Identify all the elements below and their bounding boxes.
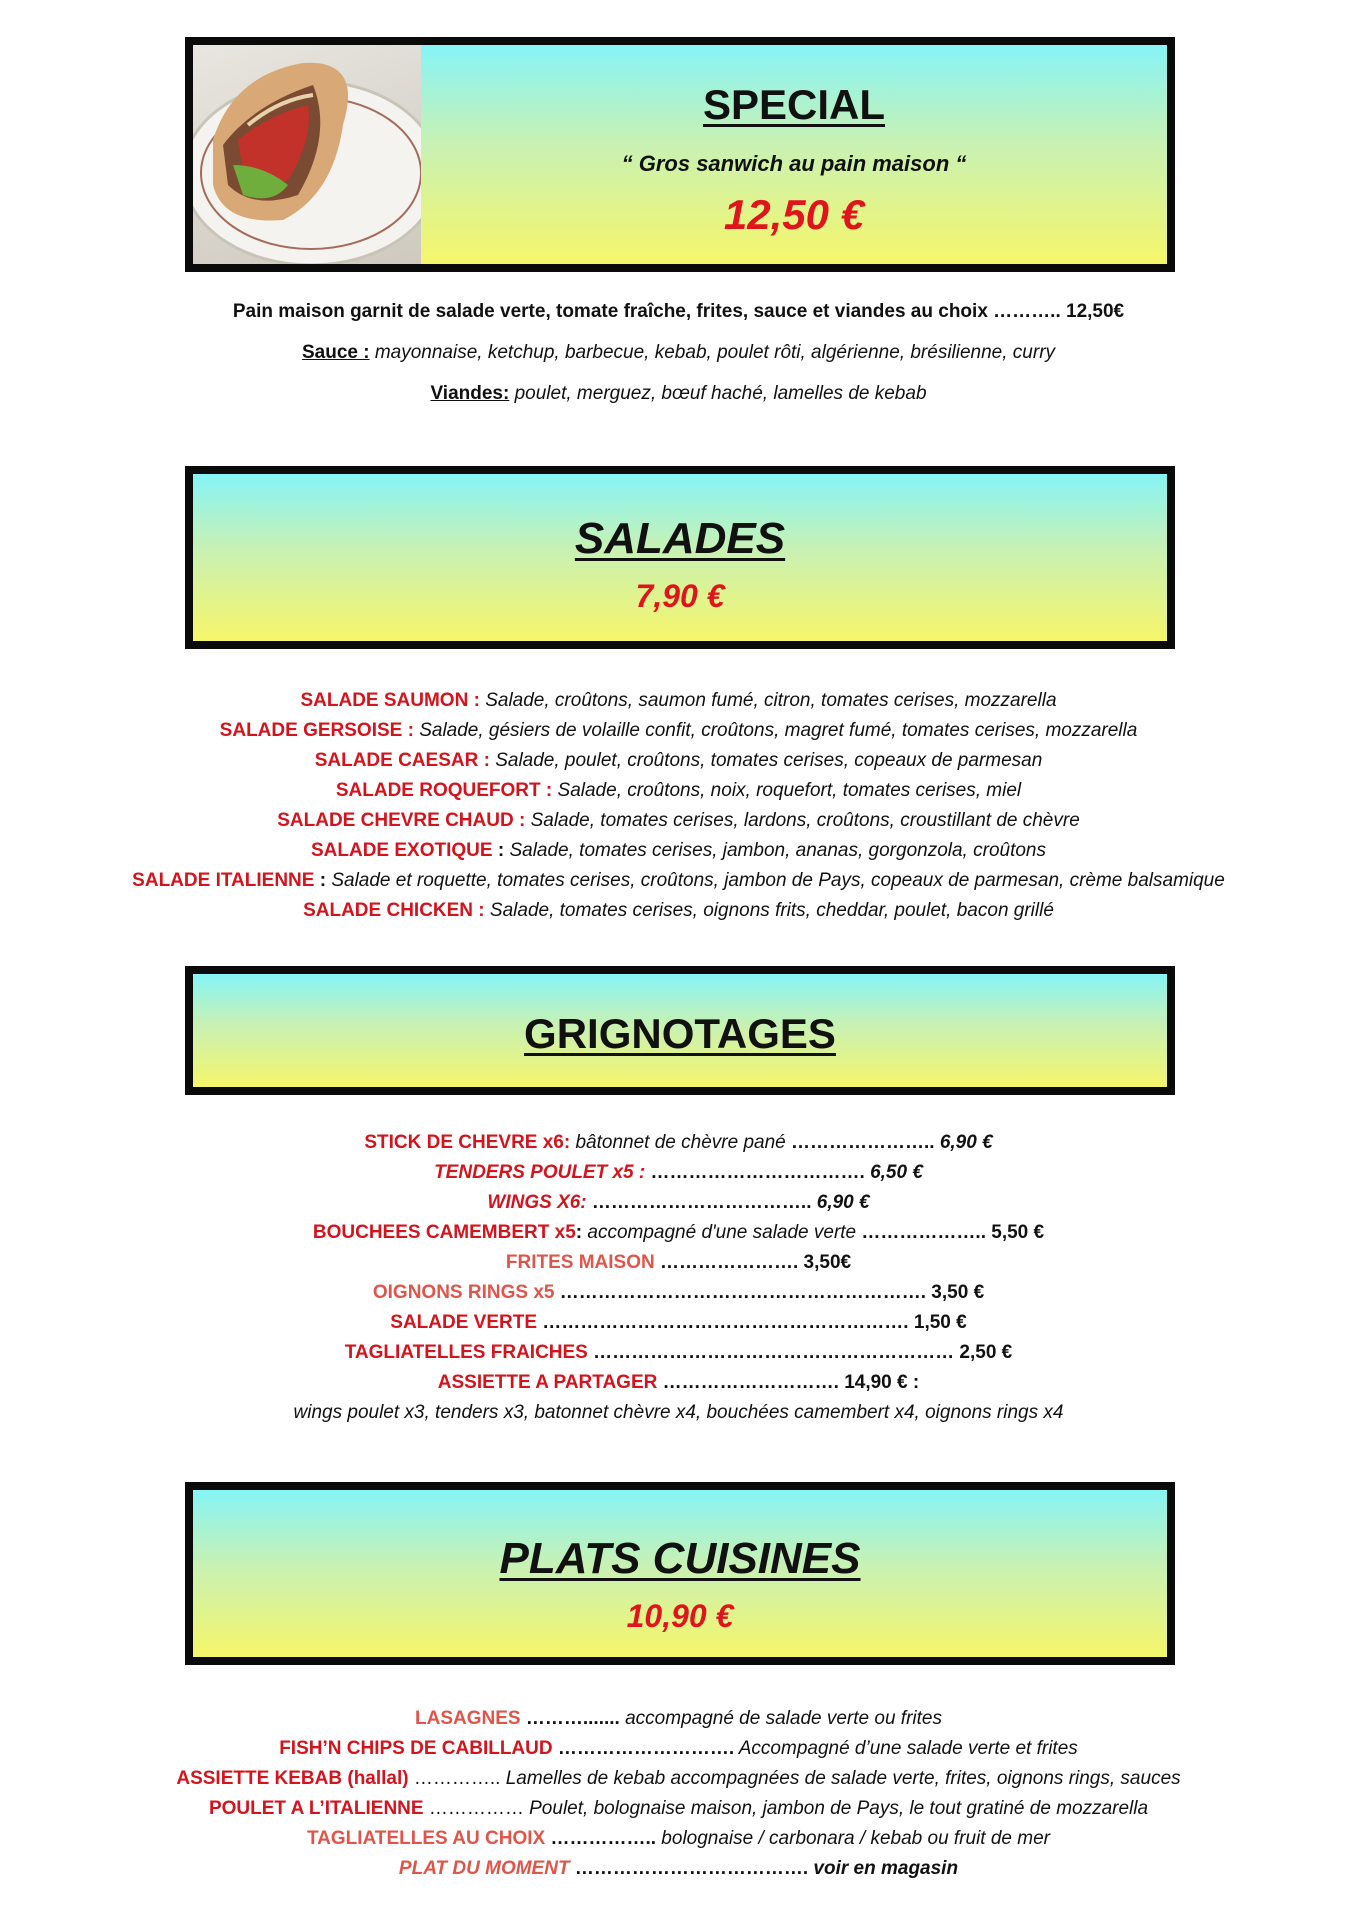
salade-item: SALADE GERSOISE : Salade, gésiers de volaille confit, croûtons, magret fumé, tomates cerises, mozzarella xyxy=(219,720,1138,741)
plat-item: ASSIETTE KEBAB (hallal) ………….. Lamelles de kebab accompagnées de salade verte, frites, oignons rings, sauces xyxy=(176,1768,1181,1789)
plat-item: FISH’N CHIPS DE CABILLAUD ………………………. Accompagné d’une salade verte et frites xyxy=(279,1738,1078,1759)
salade-item: SALADE CAESAR : Salade, poulet, croûtons, tomates cerises, copeaux de parmesan xyxy=(314,750,1043,771)
grignotages-banner xyxy=(185,966,1175,1095)
plats-banner xyxy=(185,1482,1175,1665)
salade-item: SALADE SAUMON : Salade, croûtons, saumon fumé, citron, tomates cerises, mozzarella xyxy=(300,690,1057,711)
salades-title: SALADES xyxy=(574,514,786,563)
salades-price: 7,90 € xyxy=(635,578,725,614)
salade-item: SALADE CHICKEN : Salade, tomates cerises, oignons frits, cheddar, poulet, bacon grillé xyxy=(303,900,1054,921)
grignotage-item: TAGLIATELLES FRAICHES ………………………………………………… 2,50 € xyxy=(344,1342,1013,1363)
special-price: 12,50 € xyxy=(723,191,865,238)
plat-item: PLAT DU MOMENT ………………………………. voir en magasin xyxy=(398,1858,959,1879)
grignotages-title: GRIGNOTAGES xyxy=(524,1010,836,1057)
grignotage-item: TENDERS POULET x5 : ……………………………. 6,50 € xyxy=(434,1162,923,1183)
salades-banner xyxy=(185,466,1175,649)
grignotage-item: STICK DE CHEVRE x6: bâtonnet de chèvre pané ………………….. 6,90 € xyxy=(364,1132,993,1153)
special-viandes: Viandes: poulet, merguez, bœuf haché, lamelles de kebab xyxy=(430,383,927,404)
sandwich-photo xyxy=(193,45,421,264)
plats-title: PLATS CUISINES xyxy=(499,1534,861,1583)
plat-item: LASAGNES ………....... accompagné de salade verte ou frites xyxy=(415,1708,942,1729)
special-sauces: Sauce : mayonnaise, ketchup, barbecue, kebab, poulet rôti, algérienne, brésilienne, curry xyxy=(301,342,1056,363)
special-title: SPECIAL xyxy=(702,81,886,128)
grignotage-item: BOUCHEES CAMEMBERT x5: accompagné d'une salade verte ……………….. 5,50 € xyxy=(312,1222,1045,1243)
plats-price: 10,90 € xyxy=(626,1598,734,1634)
plat-item: POULET A L’ITALIENNE …………… Poulet, bolognaise maison, jambon de Pays, le tout gratiné de mozzarella xyxy=(208,1798,1149,1819)
special-description: Pain maison garnit de salade verte, tomate fraîche, frites, sauce et viandes au choix ……….. 12,50€ xyxy=(232,301,1125,322)
grignotage-item: WINGS X6: …………………………….. 6,90 € xyxy=(487,1192,870,1213)
salade-item: SALADE ROQUEFORT : Salade, croûtons, noix, roquefort, tomates cerises, miel xyxy=(335,780,1022,801)
special-subtitle: “ Gros sanwich au pain maison “ xyxy=(621,151,967,176)
grignotage-item: ASSIETTE A PARTAGER ………………………. 14,90 € : xyxy=(437,1372,920,1393)
special-banner xyxy=(185,37,1175,272)
grignotage-item: FRITES MAISON …………………. 3,50€ xyxy=(505,1252,852,1273)
grignotage-item: SALADE VERTE …………………………………………………. 1,50 € xyxy=(390,1312,967,1333)
salade-item: SALADE ITALIENNE : Salade et roquette, tomates cerises, croûtons, jambon de Pays, copeaux de parmesan, crème balsamique xyxy=(132,870,1225,891)
grignotage-item: OIGNONS RINGS x5 …………………………………………………. 3,50 € xyxy=(372,1282,985,1303)
salade-item: SALADE EXOTIQUE : Salade, tomates cerises, jambon, ananas, gorgonzola, croûtons xyxy=(310,840,1046,861)
salade-item: SALADE CHEVRE CHAUD : Salade, tomates cerises, lardons, croûtons, croustillant de chèvre xyxy=(277,810,1080,831)
plat-item: TAGLIATELLES AU CHOIX …………….. bolognaise / carbonara / kebab ou fruit de mer xyxy=(306,1828,1050,1849)
grignotage-note: wings poulet x3, tenders x3, batonnet chèvre x4, bouchées camembert x4, oignons rings x4 xyxy=(293,1402,1064,1423)
